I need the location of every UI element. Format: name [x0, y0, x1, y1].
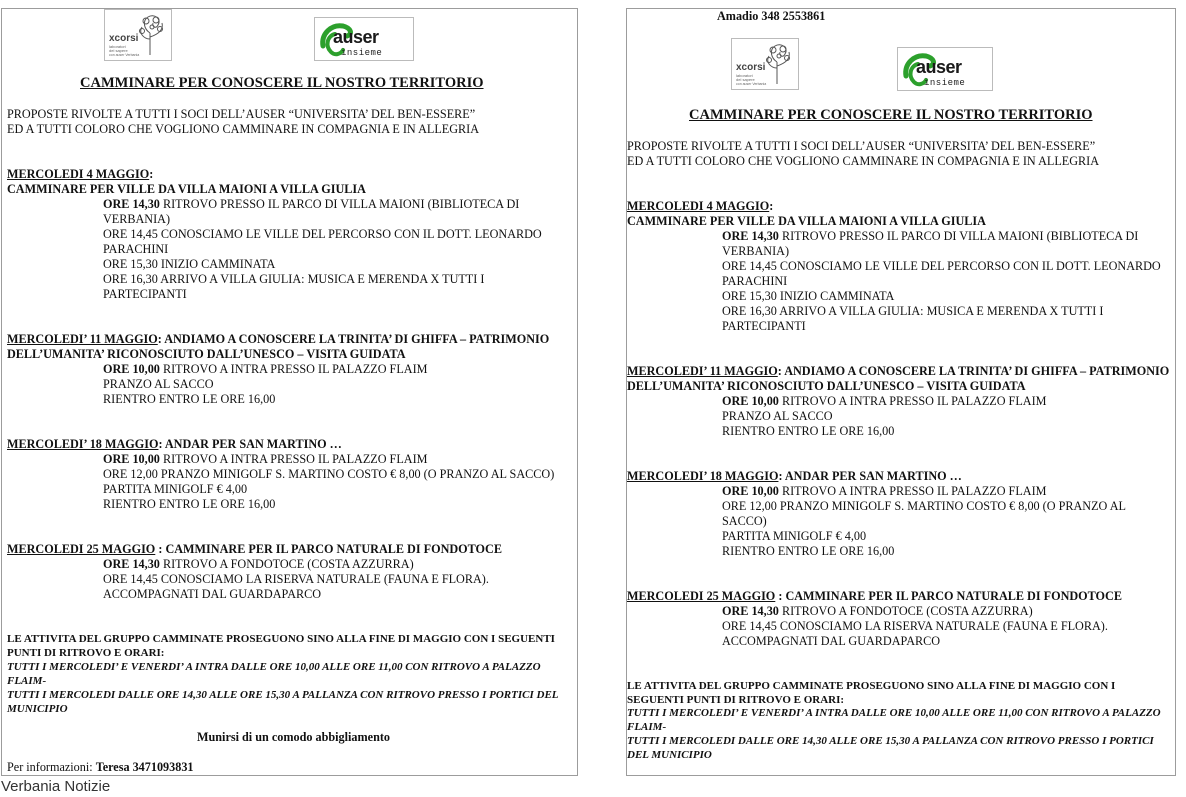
event-date: MERCOLEDI 25 MAGGIO : CAMMINARE PER IL PARCO NATURALE DI FONDOTOCE: [7, 542, 502, 556]
event-item: ACCOMPAGNATI DAL GUARDAPARCO: [722, 634, 941, 648]
event-item: VERBANIA): [722, 244, 790, 258]
svg-text:laboratori: laboratori: [736, 73, 753, 78]
auser-sub: insieme: [924, 78, 966, 88]
event-date: MERCOLEDI 25 MAGGIO : CAMMINARE PER IL PARCO NATURALE DI FONDOTOCE: [627, 589, 1122, 603]
header-phone: Amadio 348 2553861: [717, 9, 826, 23]
event-item: RIENTRO ENTRO LE ORE 16,00: [722, 424, 895, 438]
page-title: CAMMINARE PER CONOSCERE IL NOSTRO TERRITORIO: [80, 75, 484, 91]
event-item: ORE 15,30 INIZIO CAMMINATA: [103, 257, 276, 271]
closing-item: TUTTI I MERCOLEDI DALLE ORE 14,30 ALLE ORE 15,30 A PALLANZA CON RITROVO PRESSO I PORTICI: [627, 735, 1154, 747]
clothing-note: Munirsi di un comodo abbigliamento: [197, 730, 391, 744]
xcorsi-logo: [731, 38, 799, 90]
page-title: CAMMINARE PER CONOSCERE IL NOSTRO TERRITORIO: [689, 107, 1093, 123]
intro-line: ED A TUTTI COLORO CHE VOGLIONO CAMMINARE IN COMPAGNIA E IN ALLEGRIA: [627, 154, 1100, 168]
event-item: SACCO): [722, 514, 767, 528]
event-item: PARACHINI: [103, 242, 169, 256]
closing-item: DEL MUNICIPIO: [627, 749, 712, 761]
event-item: ORE 15,30 INIZIO CAMMINATA: [722, 289, 895, 303]
event-item: ORE 14,30 RITROVO A FONDOTOCE (COSTA AZZURRA): [722, 604, 1033, 618]
event-item: RIENTRO ENTRO LE ORE 16,00: [103, 497, 276, 511]
closing-item: MUNICIPIO: [7, 703, 68, 715]
closing-line: PUNTI DI RITROVO E ORARI:: [7, 647, 165, 659]
svg-text:del sapere: del sapere: [736, 77, 755, 82]
event-item: ORE 14,30 RITROVO PRESSO IL PARCO DI VILLA MAIONI (BIBLIOTECA DI: [722, 229, 1139, 243]
svg-text:con auser Verbania: con auser Verbania: [736, 82, 767, 86]
source-caption: Verbania Notizie: [1, 778, 111, 795]
tree-logo-icon: [106, 11, 170, 59]
auser-logo: [314, 17, 414, 61]
event-item: ORE 16,30 ARRIVO A VILLA GIULIA: MUSICA E MERENDA X TUTTI I: [103, 272, 485, 286]
intro-line: ED A TUTTI COLORO CHE VOGLIONO CAMMINARE IN COMPAGNIA E IN ALLEGRIA: [7, 122, 480, 136]
closing-item: FLAIM-: [7, 675, 47, 687]
event-item: PRANZO AL SACCO: [103, 377, 214, 391]
svg-text:con auser Verbania: con auser Verbania: [109, 53, 140, 57]
event-headline: CAMMINARE PER VILLE DA VILLA MAIONI A VILLA GIULIA: [7, 182, 366, 196]
event-item: ORE 12,00 PRANZO MINIGOLF S. MARTINO COSTO € 8,00 (O PRANZO AL: [722, 499, 1126, 513]
xcorsi-name: xcorsi: [736, 62, 766, 73]
event-item: ORE 14,30 RITROVO A FONDOTOCE (COSTA AZZURRA): [103, 557, 414, 571]
auser-logo: [897, 47, 993, 91]
event-date: MERCOLEDI’ 11 MAGGIO: ANDIAMO A CONOSCERE LA TRINITA’ DI GHIFFA – PATRIMONIO: [627, 364, 1170, 378]
event-item: ORE 14,45 CONOSCIAMO LE VILLE DEL PERCORSO CON IL DOTT. LEONARDO: [103, 227, 542, 241]
event-item: ORE 14,45 CONOSCIAMO LE VILLE DEL PERCORSO CON IL DOTT. LEONARDO: [722, 259, 1161, 273]
auser-name: auser: [916, 57, 962, 77]
event-item: ORE 10,00 RITROVO A INTRA PRESSO IL PALAZZO FLAIM: [103, 362, 428, 376]
closing-item: TUTTI I MERCOLEDI DALLE ORE 14,30 ALLE ORE 15,30 A PALLANZA CON RITROVO PRESSO I PORTICI DEL: [7, 689, 559, 701]
event-item: ORE 14,45 CONOSCIAMO LA RISERVA NATURALE (FAUNA E FLORA).: [103, 572, 489, 586]
event-item: ORE 14,45 CONOSCIAMO LA RISERVA NATURALE (FAUNA E FLORA).: [722, 619, 1108, 633]
xcorsi-logo: [104, 9, 172, 61]
closing-line: SEGUENTI PUNTI DI RITROVO E ORARI:: [627, 694, 845, 706]
tree-logo-icon: [733, 40, 797, 88]
event-date: MERCOLEDI 4 MAGGIO:: [7, 167, 154, 181]
flyer-page-right: [626, 8, 1176, 776]
event-headline: CAMMINARE PER VILLE DA VILLA MAIONI A VILLA GIULIA: [627, 214, 986, 228]
event-item: ORE 10,00 RITROVO A INTRA PRESSO IL PALAZZO FLAIM: [103, 452, 428, 466]
event-item: ORE 12,00 PRANZO MINIGOLF S. MARTINO COSTO € 8,00 (O PRANZO AL SACCO): [103, 467, 555, 481]
xcorsi-name: xcorsi: [109, 33, 139, 44]
closing-line: LE ATTIVITA DEL GRUPPO CAMMINATE PROSEGUONO SINO ALLA FINE DI MAGGIO CON I: [627, 680, 1116, 692]
closing-line: LE ATTIVITA DEL GRUPPO CAMMINATE PROSEGUONO SINO ALLA FINE DI MAGGIO CON I SEGUENTI: [7, 633, 555, 645]
event-item: ORE 16,30 ARRIVO A VILLA GIULIA: MUSICA E MERENDA X TUTTI I: [722, 304, 1104, 318]
event-item: ACCOMPAGNATI DAL GUARDAPARCO: [103, 587, 322, 601]
event-item: ORE 14,30 RITROVO PRESSO IL PARCO DI VILLA MAIONI (BIBLIOTECA DI: [103, 197, 520, 211]
intro-line: PROPOSTE RIVOLTE A TUTTI I SOCI DELL’AUSER “UNIVERSITA’ DEL BEN-ESSERE”: [627, 139, 1096, 153]
event-item: PARTECIPANTI: [722, 319, 806, 333]
event-date: MERCOLEDI’ 18 MAGGIO: ANDAR PER SAN MARTINO …: [7, 437, 342, 451]
auser-name: auser: [333, 27, 379, 47]
event-item: PRANZO AL SACCO: [722, 409, 833, 423]
flyer-page-left: [1, 8, 578, 776]
event-item: PARTITA MINIGOLF € 4,00: [722, 529, 867, 543]
event-date: MERCOLEDI’ 11 MAGGIO: ANDIAMO A CONOSCERE LA TRINITA’ DI GHIFFA – PATRIMONIO: [7, 332, 550, 346]
event-item: RIENTRO ENTRO LE ORE 16,00: [103, 392, 276, 406]
event-item: RIENTRO ENTRO LE ORE 16,00: [722, 544, 895, 558]
event-item: PARTITA MINIGOLF € 4,00: [103, 482, 248, 496]
closing-item: FLAIM-: [627, 721, 667, 733]
event-headline: DELL’UMANITA’ RICONOSCIUTO DALL’UNESCO – VISITA GUIDATA: [627, 379, 1026, 393]
info-line: Per informazioni: Teresa 3471093831: [7, 760, 194, 774]
event-date: MERCOLEDI’ 18 MAGGIO: ANDAR PER SAN MARTINO …: [627, 469, 962, 483]
svg-text:del sapere: del sapere: [109, 48, 128, 53]
event-item: ORE 10,00 RITROVO A INTRA PRESSO IL PALAZZO FLAIM: [722, 394, 1047, 408]
event-item: PARTECIPANTI: [103, 287, 187, 301]
closing-item: TUTTI I MERCOLEDI’ E VENERDI’ A INTRA DALLE ORE 10,00 ALLE ORE 11,00 CON RITROVO A PALAZZO: [627, 707, 1161, 719]
event-date: MERCOLEDI 4 MAGGIO:: [627, 199, 774, 213]
auser-sub: insieme: [341, 48, 383, 58]
event-item: VERBANIA): [103, 212, 171, 226]
intro-line: PROPOSTE RIVOLTE A TUTTI I SOCI DELL’AUSER “UNIVERSITA’ DEL BEN-ESSERE”: [7, 107, 476, 121]
svg-text:laboratori: laboratori: [109, 44, 126, 49]
event-headline: DELL’UMANITA’ RICONOSCIUTO DALL’UNESCO – VISITA GUIDATA: [7, 347, 406, 361]
event-item: ORE 10,00 RITROVO A INTRA PRESSO IL PALAZZO FLAIM: [722, 484, 1047, 498]
event-item: PARACHINI: [722, 274, 788, 288]
closing-item: TUTTI I MERCOLEDI’ E VENERDI’ A INTRA DALLE ORE 10,00 ALLE ORE 11,00 CON RITROVO A PALAZZO: [7, 661, 541, 673]
